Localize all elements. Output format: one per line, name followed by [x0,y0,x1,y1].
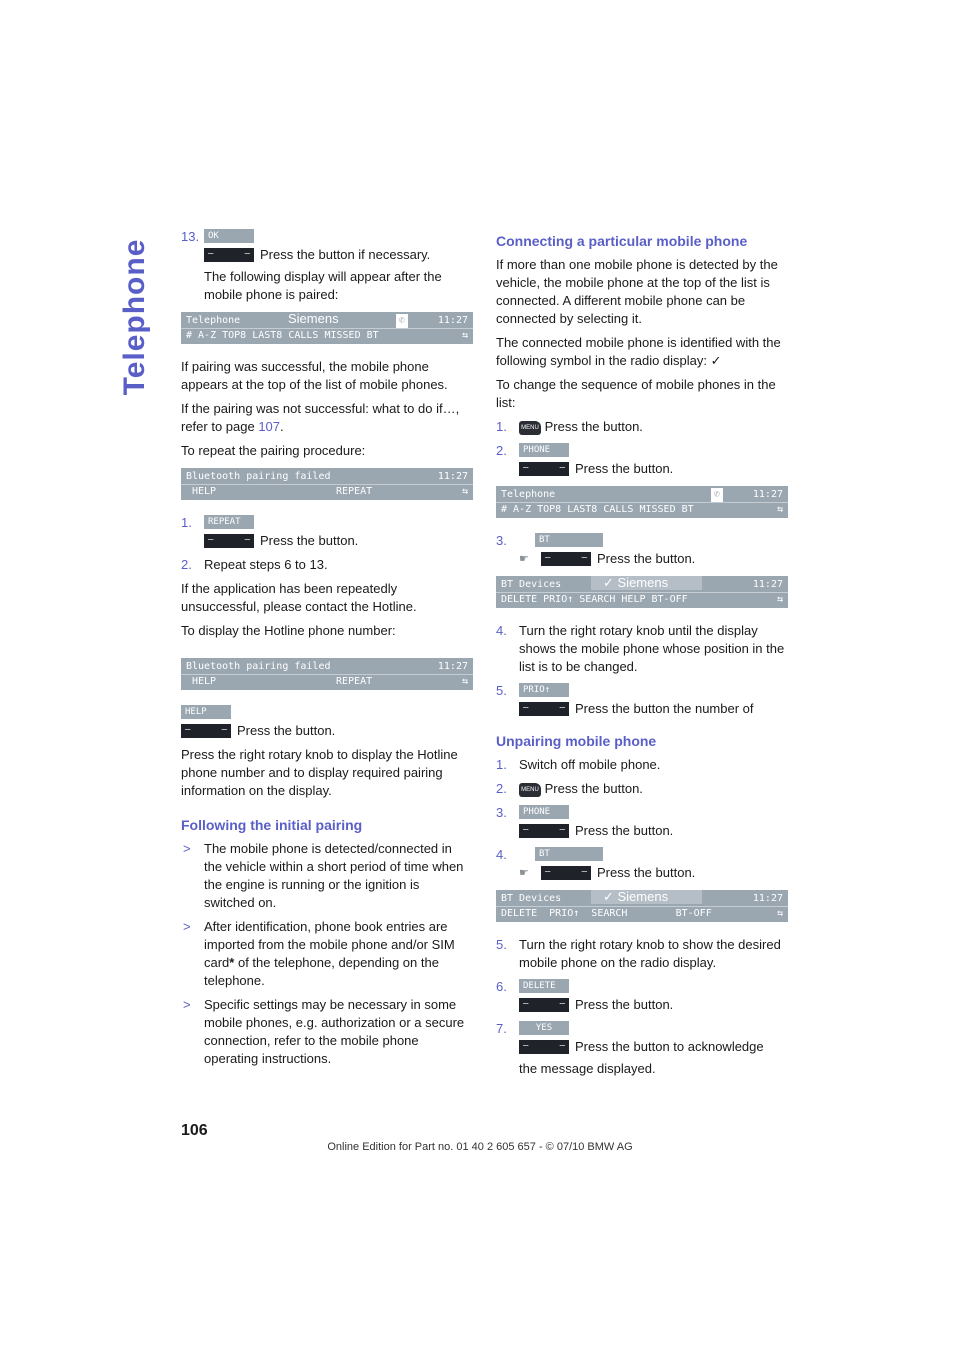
softkey-button[interactable]: – – [204,534,254,548]
left-column: 13. OK – – Press the button if necessary. The following display will appear after the mobile phone is paired: Telephone Siemens ✆ 11:27 # A-Z TOP8 LAST8 CALLS MISSED BT ⇆ If pairing was successful, the mobile phone appears at the top of the list of mobile phones. If the pairing was not successful: what to do if…, refer to page 107. To repeat the pairing procedure: Bluetooth pairing failed 11:27 HELP REPEAT ⇆ 1. REPEAT – – Press the button. 2. Repeat steps 6 to 13. If the application has been repeatedly unsuccessful, please contact the Hotline. To display the Hotline phone number: Bluetooth pairing failed 11:27 HELP REPEAT ⇆ HELP – – Press the button. Press the right rotary knob to display the Hotline phone number and to display required pairing information on the display. Following the initial pairing > The mobile phone is detected/connected in the vehicle within a short period of time when the engine is running or the ignition is switched on. > After identification, phone book entries are imported from the mobile phone and/or SIM card* of the telephone, depending on the telephone. > Specific settings may be necessary in some mobile phones, e.g. authorization or a secure connection, refer to the mobile phone operating instructions. [181,228,473,1074]
menu-button-icon[interactable]: MENU [519,421,541,435]
softkey-button[interactable]: – – [519,1040,569,1054]
unpair-step-6: 6. DELETE – – Press the button. [496,979,674,1013]
bullet-item: > After identification, phone book entries are imported from the mobile phone and/or SIM card* of the telephone, depending on the telephone. [183,919,455,989]
seq-step-5: 5. PRIO↑ – – Press the button the number of [496,683,754,717]
toggle-icon: ⇆ [776,504,783,516]
repeat-step-1: 1. REPEAT – – Press the button. [181,515,359,549]
radio-display-bt-devices: BT Devices ✓ Siemens 11:27 DELETE PRIO↑ SEARCH HELP BT-OFF ⇆ [496,576,788,608]
hand-pointer-icon: ☛ [519,553,529,566]
repeat-step-2: 2. Repeat steps 6 to 13. [181,557,328,573]
unpair-step-5: 5. Turn the right rotary knob to show the desired mobile phone on the radio display. [496,937,781,971]
handset-icon: ✆ [711,488,723,502]
softkey-button[interactable]: – – [519,998,569,1012]
softkey-button[interactable]: – – [204,248,254,262]
toggle-icon: ⇆ [776,908,783,920]
toggle-icon: ⇆ [461,330,468,342]
bullet-item: > Specific settings may be necessary in some mobile phones, e.g. authorization or a secure connection, refer to the mobile phone operating instructions. [183,997,465,1067]
bt-softkey[interactable]: BT [535,847,603,864]
heading-connecting: Connecting a particular mobile phone [496,233,748,249]
bullet-item: > The mobile phone is detected/connected in the vehicle within a short period of time when the engine is running or the ignition is switched on. [183,841,464,911]
unpair-step-4: 4. BT ☛ – – Press the button. [496,847,696,881]
softkey-button[interactable]: – – [519,824,569,838]
prio-softkey[interactable]: PRIO↑ [519,683,569,700]
footer-text: Online Edition for Part no. 01 40 2 605 657 - © 07/10 BMW AG [327,1141,633,1153]
repeat-softkey[interactable]: REPEAT [204,515,254,532]
help-softkey[interactable]: HELP [181,705,231,722]
softkey-button[interactable]: – – [181,724,231,738]
softkey-button[interactable]: – – [541,866,591,880]
unpair-step-7: 7. YES – – Press the button to acknowledge the message displayed. [496,1021,764,1077]
help-step: HELP – – Press the button. [181,704,473,740]
bt-softkey[interactable]: BT [535,533,603,550]
unpair-step-2: 2. MENU Press the button. [496,781,643,797]
right-column: Connecting a particular mobile phone If more than one mobile phone is detected by the vehicle, the mobile phone at the top of the list is connected. A different mobile phone can be connected by selecting it. The connected mobile phone is identified with the following symbol in the radio display: ✓ To change the sequence of mobile phones in the list: 1. MENU Press the button. 2. PHONE – – Press the button. Telephone ✆ 11:27 # A-Z TOP8 LAST8 CALLS MISSED BT ⇆ 3. BT ☛ – – Press the button. BT Devices ✓ Siemens 11:27 DELETE PRIO↑ SEARCH HELP BT-OFF ⇆ 4. Turn the right rotary knob until the display shows the mobile phone whose position in the list is to be changed. 5. PRIO↑ – – Press the button the number of Unpairing mobile phone 1. Switch off mobile phone. 2. MENU Press the button. 3. PHONE – – Press the button. 4. BT ☛ – – Press the button. BT Devices ✓ Siemens 11:27 DELETE PRIO↑ SEARCH BT-OFF ⇆ 5. Turn the right rotary knob to show the desired mobile phone on the radio display. 6. DELETE – – Press the button. 7. YES – – Press the button to acknowledge the message displayed. [496,232,788,1084]
softkey-button[interactable]: – – [519,702,569,716]
yes-softkey[interactable]: YES [519,1021,569,1038]
hand-pointer-icon: ☛ [519,867,529,880]
menu-button-icon[interactable]: MENU [519,783,541,797]
radio-display-telephone: Telephone Siemens ✆ 11:27 # A-Z TOP8 LAST8 CALLS MISSED BT ⇆ [181,312,473,344]
softkey-button[interactable]: – – [519,462,569,476]
phone-softkey[interactable]: PHONE [519,443,569,460]
unpair-step-1: 1. Switch off mobile phone. [496,757,661,773]
radio-display-bt-devices-2: BT Devices ✓ Siemens 11:27 DELETE PRIO↑ SEARCH BT-OFF ⇆ [496,890,788,922]
toggle-icon: ⇆ [461,486,468,498]
heading-following-pairing: Following the initial pairing [181,817,363,834]
radio-display-pairing-failed-2: Bluetooth pairing failed 11:27 HELP REPEAT ⇆ [181,658,473,690]
seq-step-3: 3. BT ☛ – – Press the button. [496,533,696,567]
softkey-button[interactable]: – – [541,552,591,566]
seq-step-2: 2. PHONE – – Press the button. [496,443,674,477]
seq-step-1: 1. MENU Press the button. [496,419,643,434]
heading-unpairing: Unpairing mobile phone [496,733,657,750]
section-title: Telephone [118,238,151,396]
seq-step-4: 4. Turn the right rotary knob until the display shows the mobile phone whose position in the list is to be changed. [496,623,785,675]
toggle-icon: ⇆ [776,594,783,606]
handset-icon: ✆ [396,314,408,328]
radio-display-telephone-2: Telephone ✆ 11:27 # A-Z TOP8 LAST8 CALLS MISSED BT ⇆ [496,486,788,518]
phone-softkey[interactable]: PHONE [519,805,569,822]
step-13: 13. OK – – Press the button if necessary. The following display will appear after the mobile phone is paired: [181,229,442,303]
unpair-step-3: 3. PHONE – – Press the button. [496,805,674,839]
radio-display-pairing-failed: Bluetooth pairing failed 11:27 HELP REPEAT ⇆ [181,468,473,500]
page-number: 106 [181,1122,208,1139]
delete-softkey[interactable]: DELETE [519,979,569,996]
toggle-icon: ⇆ [461,676,468,688]
page-link[interactable]: 107 [258,419,281,435]
ok-softkey[interactable]: OK [204,229,254,246]
